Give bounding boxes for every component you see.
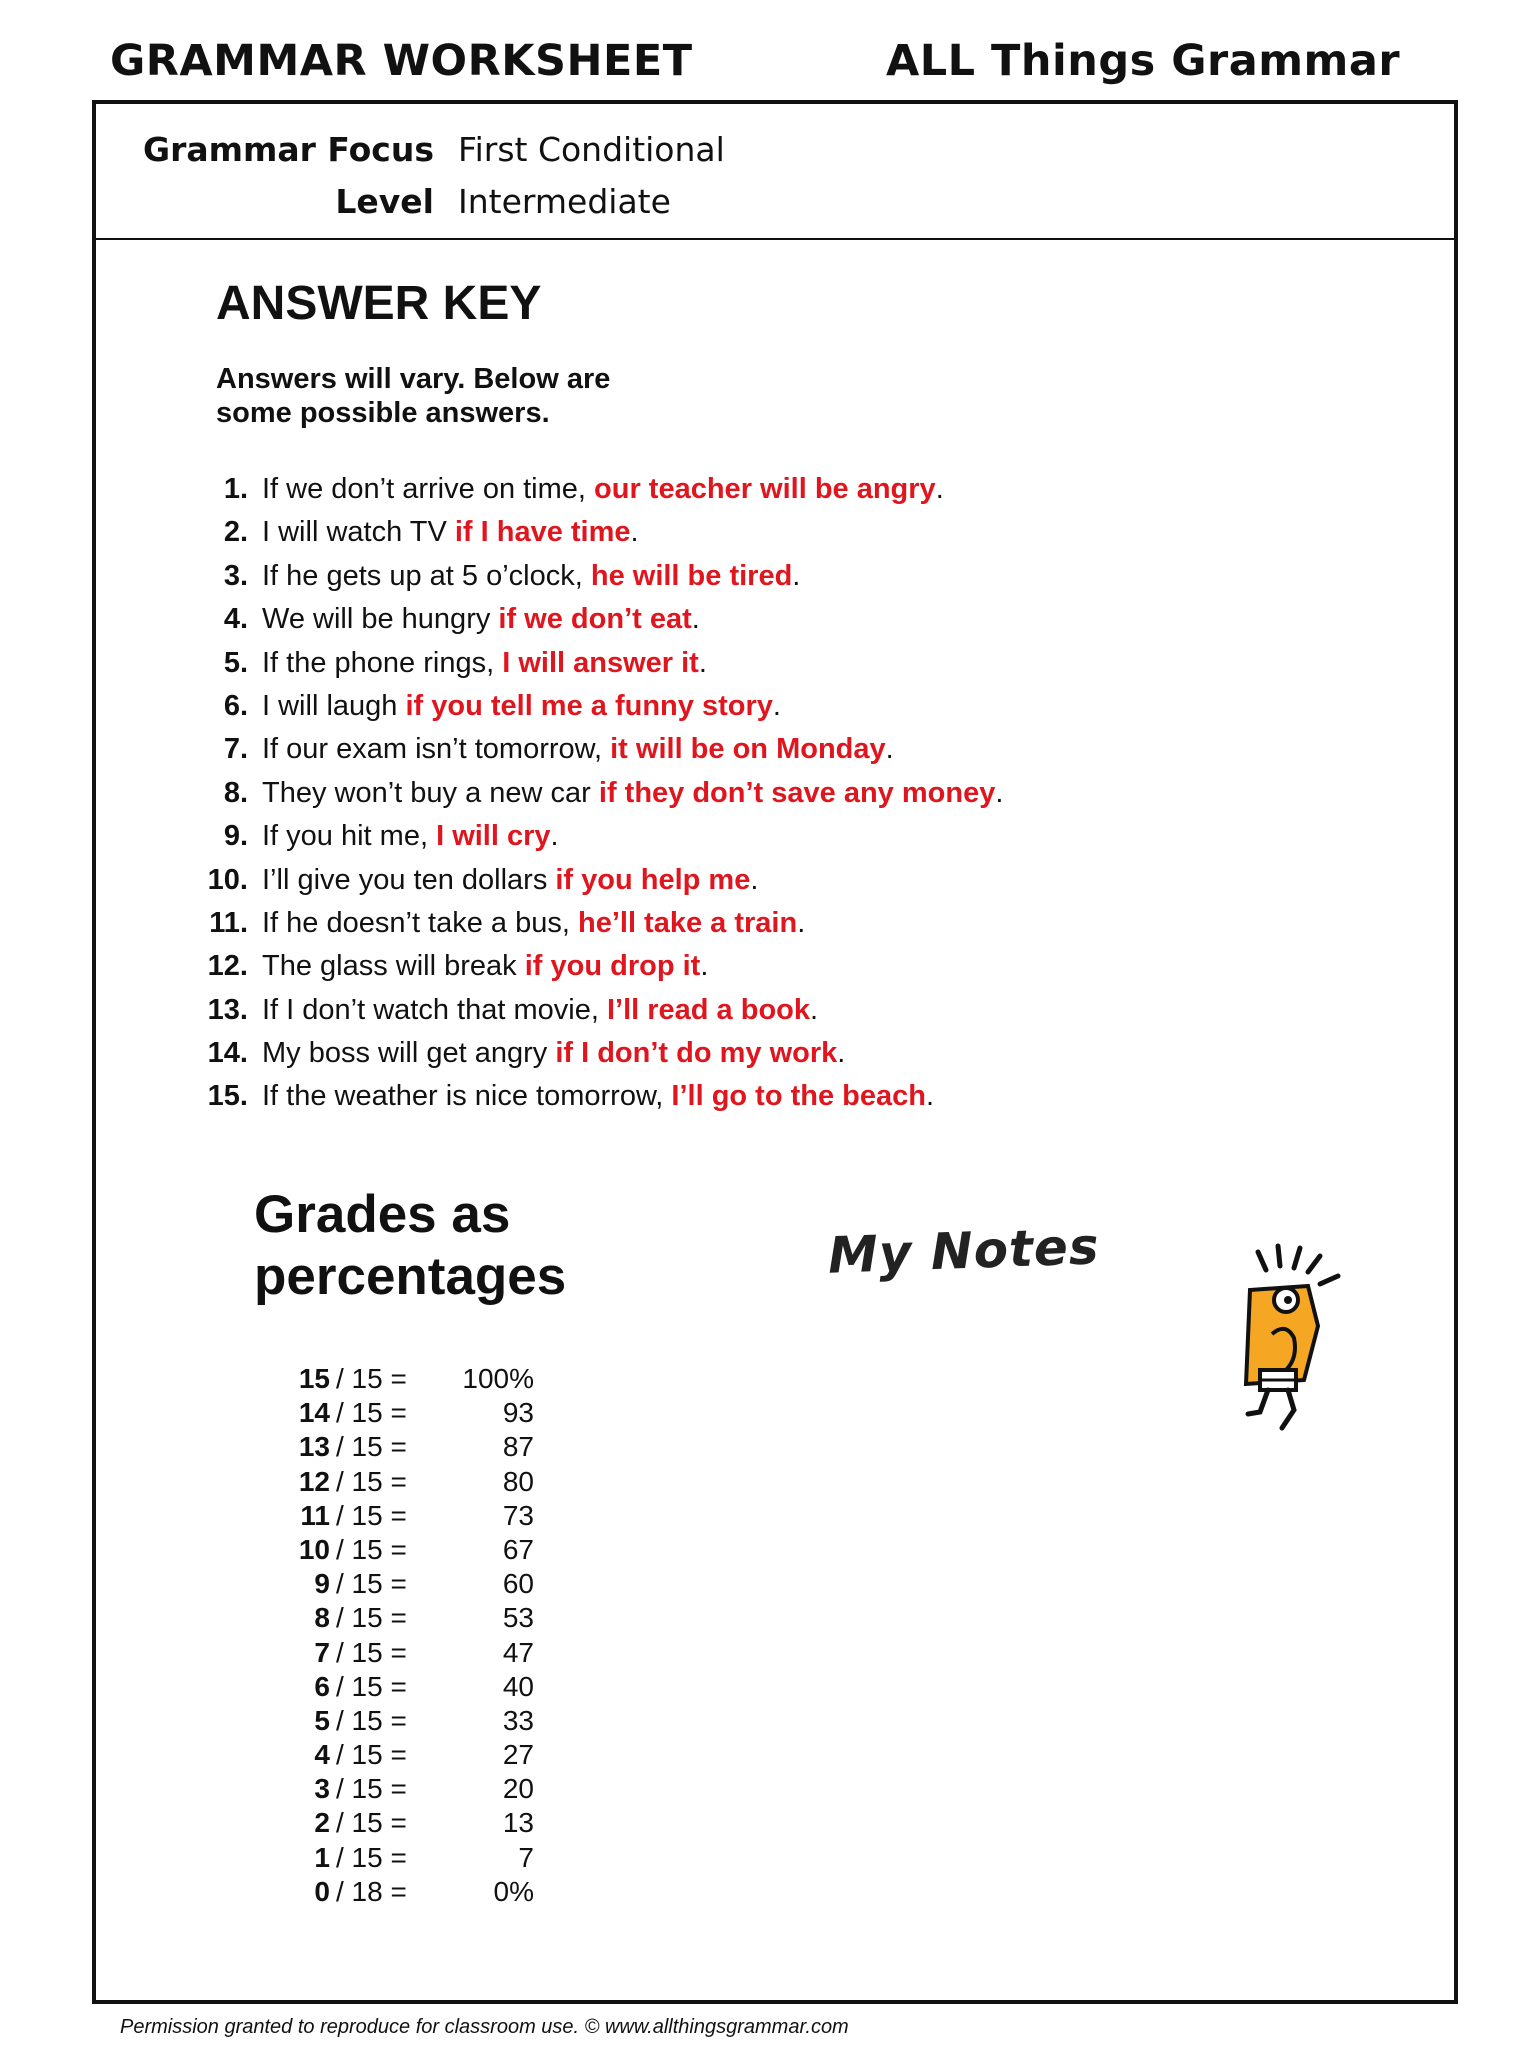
grammar-focus-label: Grammar Focus bbox=[142, 130, 434, 169]
answer-item bbox=[206, 598, 1003, 641]
answer-text: I’ll go to the beach bbox=[671, 1080, 926, 1113]
answer-end: . bbox=[630, 516, 639, 549]
answer-text: if they don’t save any money bbox=[598, 776, 996, 809]
answer-prompt: If he gets up at 5 o’clock, bbox=[262, 559, 591, 592]
grade-percent: 40 bbox=[502, 1670, 534, 1702]
answer-item bbox=[206, 555, 1003, 598]
grades-title-line-1: Grades as bbox=[254, 1185, 511, 1244]
answer-prompt: They won’t buy a new car bbox=[262, 776, 599, 809]
grade-percent: 13 bbox=[502, 1807, 534, 1839]
grade-percent: 20 bbox=[502, 1773, 534, 1805]
grade-total: / 15 = bbox=[336, 1465, 407, 1497]
answer-number: 14. bbox=[207, 1037, 248, 1070]
answer-item bbox=[206, 1075, 1003, 1118]
answer-prompt: If I don’t watch that movie, bbox=[262, 993, 607, 1026]
grade-percent: 0% bbox=[493, 1875, 534, 1907]
grade-percent: 67 bbox=[502, 1533, 534, 1565]
grade-percent: 93 bbox=[502, 1397, 534, 1429]
answer-list bbox=[206, 468, 1003, 1119]
grade-percent: 73 bbox=[502, 1499, 534, 1531]
answer-prompt: I will watch TV bbox=[262, 516, 455, 549]
grade-total: / 15 = bbox=[336, 1533, 407, 1565]
grade-total: / 15 = bbox=[336, 1841, 407, 1873]
answer-prompt: The glass will break bbox=[262, 950, 525, 983]
answer-text: he will be tired bbox=[590, 559, 793, 592]
grades-title-line-2: percentages bbox=[254, 1247, 567, 1306]
answer-end: . bbox=[995, 776, 1004, 809]
answer-key-title: ANSWER KEY bbox=[216, 277, 542, 330]
grade-total: / 15 = bbox=[336, 1704, 407, 1736]
grammar-focus-value: First Conditional bbox=[458, 130, 725, 169]
grade-total: / 15 = bbox=[336, 1431, 407, 1463]
grade-total: / 15 = bbox=[336, 1397, 407, 1429]
answer-prompt: We will be hungry bbox=[262, 603, 499, 636]
lightbulb-icon bbox=[1220, 1242, 1350, 1442]
level-label: Level bbox=[335, 182, 434, 221]
answer-text: I will cry bbox=[436, 820, 551, 853]
answer-prompt: My boss will get angry bbox=[262, 1037, 556, 1070]
grade-total: / 15 = bbox=[336, 1568, 407, 1600]
answer-item bbox=[206, 815, 1003, 858]
answer-item bbox=[206, 989, 1003, 1032]
grade-score: 2 bbox=[314, 1807, 330, 1839]
grades-title bbox=[254, 1184, 634, 1308]
answer-number: 2. bbox=[223, 516, 248, 549]
grammar-focus-row bbox=[96, 130, 1454, 182]
grade-percent: 87 bbox=[502, 1431, 534, 1463]
answer-end: . bbox=[885, 733, 894, 766]
answer-end: . bbox=[550, 820, 559, 853]
grade-total: / 15 = bbox=[336, 1773, 407, 1805]
answer-text: if I have time bbox=[454, 516, 631, 549]
my-notes-title: My Notes bbox=[827, 1217, 1101, 1285]
level-value: Intermediate bbox=[458, 182, 671, 221]
answer-end: . bbox=[700, 950, 709, 983]
answer-item bbox=[206, 772, 1003, 815]
answer-prompt: If our exam isn’t tomorrow, bbox=[262, 733, 611, 766]
grade-score: 0 bbox=[314, 1875, 330, 1907]
grade-score: 7 bbox=[314, 1636, 330, 1668]
answer-prompt: If the weather is nice tomorrow, bbox=[262, 1080, 672, 1113]
answer-number: 12. bbox=[207, 950, 248, 983]
grade-score: 12 bbox=[298, 1465, 330, 1497]
grade-score: 5 bbox=[314, 1704, 330, 1736]
answer-item bbox=[206, 511, 1003, 554]
grade-total: / 15 = bbox=[336, 1807, 407, 1839]
level-row bbox=[96, 182, 1454, 234]
answer-number: 15. bbox=[207, 1080, 248, 1113]
answer-text: if I don’t do my work bbox=[555, 1037, 838, 1070]
grade-percent: 100% bbox=[462, 1363, 534, 1394]
answer-number: 5. bbox=[223, 646, 248, 679]
grade-total: / 15 = bbox=[336, 1363, 407, 1394]
answer-prompt: If he doesn’t take a bus, bbox=[262, 906, 578, 939]
answer-item bbox=[206, 1032, 1003, 1075]
answer-number: 4. bbox=[223, 603, 248, 636]
note-line-2: some possible answers. bbox=[216, 397, 550, 429]
answer-end: . bbox=[810, 993, 819, 1026]
answer-text: I’ll read a book bbox=[606, 993, 811, 1026]
answer-end: . bbox=[750, 863, 759, 896]
answer-item bbox=[206, 685, 1003, 728]
meta-box bbox=[96, 104, 1454, 240]
answer-prompt: I’ll give you ten dollars bbox=[262, 863, 556, 896]
answer-number: 1. bbox=[223, 473, 248, 505]
answer-number: 6. bbox=[223, 689, 248, 722]
grade-percent: 47 bbox=[502, 1636, 534, 1668]
grade-score: 1 bbox=[314, 1841, 330, 1873]
grade-score: 15 bbox=[298, 1363, 330, 1394]
answer-number: 9. bbox=[223, 820, 248, 853]
answer-end: . bbox=[837, 1037, 846, 1070]
grade-percent: 60 bbox=[502, 1568, 534, 1600]
answer-item bbox=[206, 945, 1003, 988]
grade-score: 14 bbox=[298, 1397, 330, 1429]
answer-end: . bbox=[797, 906, 806, 939]
grade-percent: 53 bbox=[502, 1602, 534, 1634]
answer-end: . bbox=[925, 1080, 935, 1113]
grade-score: 9 bbox=[314, 1568, 330, 1600]
answer-text: he’ll take a train bbox=[577, 906, 798, 939]
answer-end: . bbox=[698, 646, 707, 679]
answer-number: 3. bbox=[223, 559, 248, 592]
grade-score: 11 bbox=[300, 1499, 330, 1531]
grade-total: / 15 = bbox=[336, 1636, 407, 1668]
grade-score: 6 bbox=[314, 1670, 330, 1702]
answer-number: 10. bbox=[207, 863, 248, 896]
answer-item bbox=[206, 859, 1003, 902]
answer-number: 7. bbox=[223, 733, 248, 766]
answer-end: . bbox=[935, 473, 944, 505]
footer-permission: Permission granted to reproduce for classroom use. © www.allthingsgrammar.com bbox=[120, 2016, 849, 2038]
grade-score: 13 bbox=[298, 1431, 330, 1463]
answer-number: 13. bbox=[207, 993, 248, 1026]
worksheet-title: GRAMMAR WORKSHEET bbox=[110, 36, 693, 86]
answer-end: . bbox=[792, 559, 801, 592]
answer-number: 11. bbox=[209, 906, 248, 939]
answer-prompt: I will laugh bbox=[262, 689, 406, 722]
brand-title: ALL Things Grammar bbox=[886, 36, 1401, 86]
grade-percent: 33 bbox=[502, 1704, 534, 1736]
answer-item bbox=[206, 642, 1003, 685]
answer-end: . bbox=[691, 603, 700, 636]
grade-score: 8 bbox=[314, 1602, 330, 1634]
answer-item bbox=[206, 468, 1003, 511]
answer-end: . bbox=[772, 689, 781, 722]
answer-text: I will answer it bbox=[502, 646, 699, 679]
grade-total: / 18 = bbox=[336, 1875, 407, 1907]
grade-total: / 15 = bbox=[336, 1499, 407, 1531]
grade-total: / 15 = bbox=[336, 1739, 407, 1771]
answer-item bbox=[206, 728, 1003, 771]
answer-key-note bbox=[216, 362, 676, 430]
grade-total: / 15 = bbox=[336, 1602, 407, 1634]
worksheet-frame bbox=[92, 100, 1458, 2004]
grade-score: 4 bbox=[314, 1739, 330, 1771]
grade-score: 3 bbox=[314, 1773, 330, 1805]
answer-text: if you tell me a funny story bbox=[405, 689, 773, 722]
answer-prompt: If we don’t arrive on time, bbox=[262, 473, 595, 505]
answer-text: it will be on Monday bbox=[610, 733, 886, 766]
grade-score: 10 bbox=[298, 1533, 330, 1565]
grade-percent: 80 bbox=[502, 1465, 534, 1497]
answer-text: if you help me bbox=[555, 863, 751, 896]
answer-number: 8. bbox=[223, 776, 248, 809]
grade-percent: 7 bbox=[518, 1841, 534, 1873]
answer-prompt: If the phone rings, bbox=[262, 646, 503, 679]
note-line-1: Answers will vary. Below are bbox=[216, 363, 611, 395]
grade-total: / 15 = bbox=[336, 1670, 407, 1702]
answer-text: our teacher will be angry bbox=[594, 473, 936, 505]
grade-percent: 27 bbox=[502, 1739, 534, 1771]
answer-text: if we don’t eat bbox=[498, 603, 692, 636]
answer-item bbox=[206, 902, 1003, 945]
answer-prompt: If you hit me, bbox=[262, 820, 437, 853]
answer-text: if you drop it bbox=[524, 950, 701, 983]
